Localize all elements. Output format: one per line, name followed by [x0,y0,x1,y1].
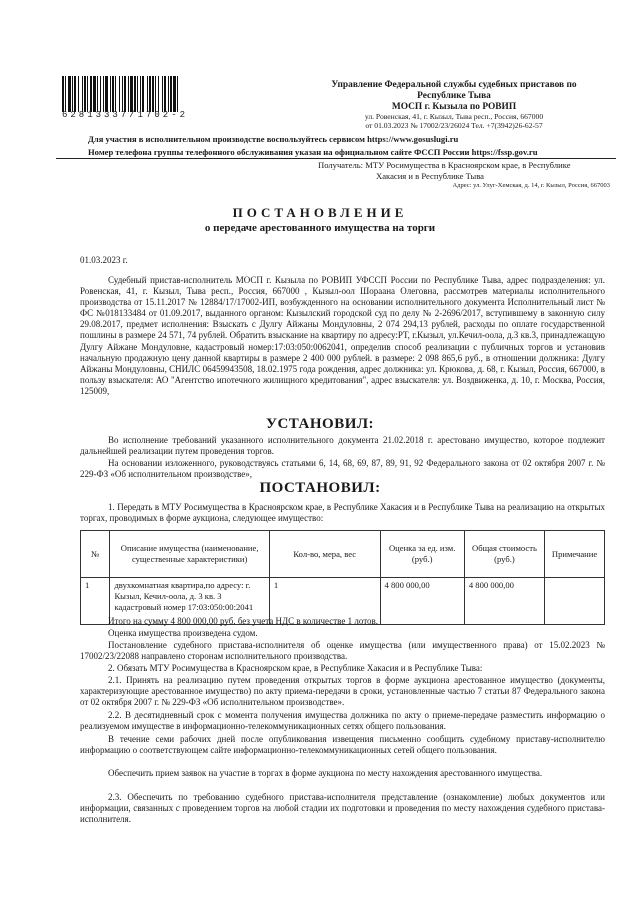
dept-address-line-2: от 01.03.2023 № 17002/23/26024 Тел. +7(3942)26-62-57 [365,121,543,130]
document-subtitle: о передаче арестованного имущества на торги [204,222,436,234]
cell-quantity: 1 [269,578,380,625]
dept-line-3: МОСП г. Кызыла по РОВИП [391,102,517,112]
col-total-header: Общая стоимость (руб.) [464,531,544,578]
established-heading: УСТАНОВИЛ: [265,416,375,432]
dept-line-1: Управление Федеральной службы судебных приставов по [331,80,577,90]
col-quantity-header: Кол-во, мера, вес [269,531,380,578]
dept-address-line-1: ул. Ровенская, 41, г. Кызыл, Тыва респ., Россия, 667000 [364,112,544,121]
recipient-line-2: Хакасия и в Республике Тыва [376,170,484,181]
header-divider [56,158,616,159]
notice-gosuslugi: Для участия в исполнительном производстве воспользуйтесь сервисом https://www.gosuslugi.ru [88,134,459,144]
seven-days-paragraph: В течение семи рабочих дней после опубликования извещения письменно сообщить судебному приставу-исполнителю информацию о соответствующем сайте информационно-телекоммуникационных сетей общего пользования. [80,734,605,756]
barcode-number: 62813337/1702-2 [62,110,189,120]
intro-paragraph: Судебный пристав-исполнитель МОСП г. Кызыла по РОВИП УФССП России по Республике Тыва, адрес подразделения: ул. Ровенская, 41, г. Кызыл, Тыва респ., Россия, 667000 , Кызыл-оол Шораана Олеговна, рассмотрев материалы исполнительного производства от 15.11.2017 № 12884/17/17002-ИП, возбужденного на основании исполнительного документа Исполнительный лист № ФС №018133484 от 01.09.2017, выданного органом: Кызылский городской суд по делу № 2-2696/2017, вступившему в законную силу 29.08.2017, предмет исполнения: Взыскать с Дулгу Айжаны Мондуловны, 2 074 294,13 рублей, расходы по оплате государственной пошлины в размере 24 571, 74 рублей. Обратить взыскание на квартиру по адресу:РТ, г.Кызыл, ул.Кечил-оола, д.3 кв.3, принадлежащую Дулгу Айжане Мондуловне, кадастровый номер:17:03:050:0062041, определив способ реализации с публичных торгов и установив начальную продажную цену данной квартиры в размере 2 400 000 рублей. в размере: 2 098 865,6 руб., в отношении должника: Дулгу Айжаны Мондуловны, СНИЛС 06459943508, 18.02.1975 года рождения, адрес должника: ул. Крюкова, д. 68, г. Кызыл, Россия, 667000, в пользу взыскателя: АО "Агентство ипотечного жилищного кредитования", адрес взыскателя: ул. Воздвиженка, д. 10, г. Москва, Россия, 125009, [80,275,605,396]
document-title: ПОСТАНОВЛЕНИЕ [232,205,408,220]
col-number-header: № [81,531,110,578]
clause-2-1: 2.1. Принять на реализацию путем проведения открытых торгов в форме аукциона арестованное имущество (документы, характеризующие арестованное имущество) по акту приема-передачи в сроки, установленные частью 7 статьи 87 Федерального закона от 02 октября 2007 г. № 229-ФЗ «Об исполнительном производстве». [80,675,605,708]
valuation-line: Оценка имущества произведена судом. [108,628,258,638]
obligation-paragraph: 2. Обязать МТУ Росимущества в Красноярском крае, в Республике Хакасия и в Республике Тыва: [108,663,483,673]
recipient-block [318,160,608,181]
property-table [80,530,605,625]
resolved-paragraph-1: 1. Передать в МТУ Росимущества в Красноярском крае, в Республике Хакасия и в Республике Тыва на реализацию на открытых торгах, проводимых в форме аукциона, следующее имущество: [80,502,605,524]
established-paragraph-2: На основании изложенного, руководствуясь статьями 6, 14, 68, 69, 87, 89, 91, 92 Федерального закона от 02 октября 2007 г. № 229-ФЗ «Об исполнительном производстве», [80,458,605,480]
cell-total: 4 800 000,00 [464,578,544,625]
department-address [318,112,590,130]
total-line: Итого на сумму 4 800 000,00 руб. без учета НДС в количестве 1 лотов. [108,616,379,626]
table-header-row [81,531,605,578]
notice-fssp: Номер телефона группы телефонного обслуживания указан на официальном сайте ФССП России https://fssp.gov.ru [88,147,538,157]
clause-2-3: 2.3. Обеспечить по требованию судебного пристава-исполнителя представление (ознакомление) любых документов или информации, связанных с проведением торгов на любой стадии их подготовки и проведения по месту нахождения судебного пристава-исполнителя. [80,792,605,825]
cell-description: двухкомнатная квартира,по адресу: г. Кызыл, Кечил-оола, д. 3 кв. 3 кадастровый номер 17:03:050:00:2041 [110,578,269,625]
service-notice [88,133,608,159]
cell-unit-price: 4 800 000,00 [380,578,464,625]
barcode-bar [178,76,180,112]
recipient-line-1: Получатель: МТУ Росимущества в Красноярском крае, в Республике [318,160,571,170]
clause-2-2: 2.2. В десятидневный срок с момента получения имущества должника по акту о приеме-передаче разместить информацию о реализуемом имуществе в информационно-телекоммуникационных сетях общего пользования. [80,710,605,732]
col-description-header: Описание имущества (наименование, существенные характеристики) [110,531,269,578]
valuation-decision-paragraph: Постановление судебного пристава-исполнителя об оценке имущества (или имущественного права) от 15.02.2023 № 17002/23/22088 направлено сторонам исполнительного производства. [80,640,605,662]
col-note-header: Примечание [545,531,605,578]
established-paragraph-1: Во исполнение требований указанного исполнительного документа 21.02.2018 г. арестовано имущество, которое подлежит дальнейшей реализации путем проведения торгов. [80,435,605,457]
cell-number: 1 [81,578,110,625]
resolved-heading: ПОСТАНОВИЛ: [259,480,381,496]
barcode [62,76,267,112]
ensure-applications-paragraph: Обеспечить прием заявок на участие в торгах в форме аукциона по месту нахождения арестованного имущества. [108,768,543,778]
col-unit-price-header: Оценка за ед. изм. (руб.) [380,531,464,578]
department-header [318,80,590,113]
recipient-address: Адрес: ул. Улуг-Хемская, д. 14, г. Кызыл, Россия, 667003 [452,182,610,189]
dept-line-2: Республике Тыва [417,91,491,101]
document-date: 01.03.2023 г. [80,255,128,265]
